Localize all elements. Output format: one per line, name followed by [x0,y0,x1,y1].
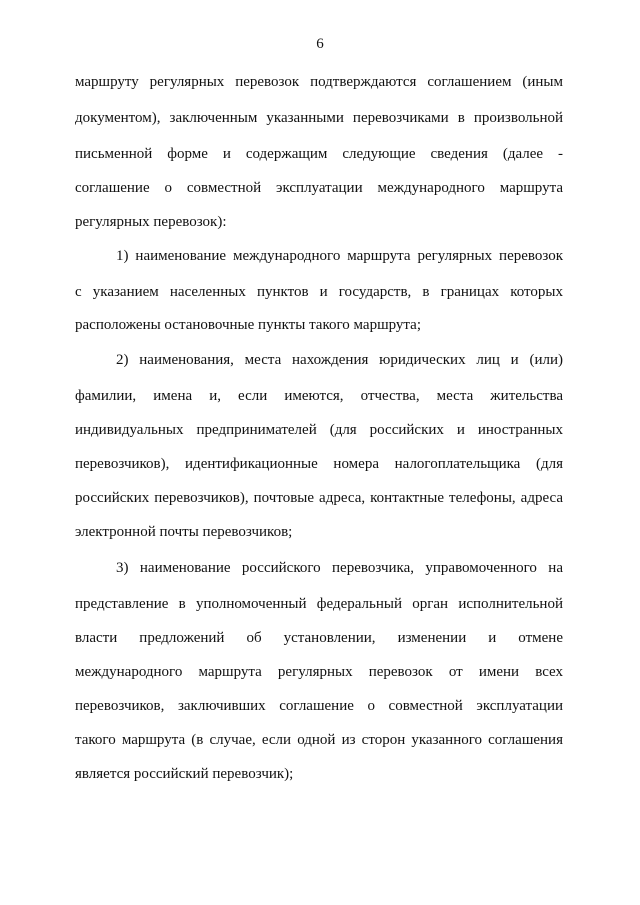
text-line: международного маршрута регулярных перевозок от имени всех [75,664,563,680]
text-line: маршруту регулярных перевозок подтверждаются соглашением (иным [75,74,563,90]
text-line: индивидуальных предпринимателей (для российских и иностранных [75,422,563,438]
text-line: 1) наименование международного маршрута регулярных перевозок [116,248,563,264]
text-line: письменной форме и содержащим следующие сведения (далее - [75,146,563,162]
text-line: представление в уполномоченный федеральный орган исполнительной [75,596,563,612]
text-line: 2) наименования, места нахождения юридических лиц и (или) [116,352,563,368]
text-line: 3) наименование российского перевозчика, управомоченного на [116,560,563,576]
page-number: 6 [316,36,324,52]
text-line: с указанием населенных пунктов и государств, в границах которых [75,284,563,300]
text-line: является российский перевозчик); [75,766,294,782]
text-line: регулярных перевозок): [75,214,227,230]
text-line: фамилии, имена и, если имеются, отчества, места жительства [75,388,563,404]
text-line: власти предложений об установлении, изменении и отмене [75,630,563,646]
text-line: перевозчиков), идентификационные номера налогоплательщика (для [75,456,563,472]
text-line: расположены остановочные пункты такого маршрута; [75,317,421,333]
text-line: перевозчиков, заключивших соглашение о совместной эксплуатации [75,698,563,714]
text-line: документом), заключенным указанными перевозчиками в произвольной [75,110,563,126]
text-line: электронной почты перевозчиков; [75,524,293,540]
text-line: такого маршрута (в случае, если одной из сторон указанного соглашения [75,732,563,748]
text-line: российских перевозчиков), почтовые адреса, контактные телефоны, адреса [75,490,563,506]
text-line: соглашение о совместной эксплуатации международного маршрута [75,180,563,196]
